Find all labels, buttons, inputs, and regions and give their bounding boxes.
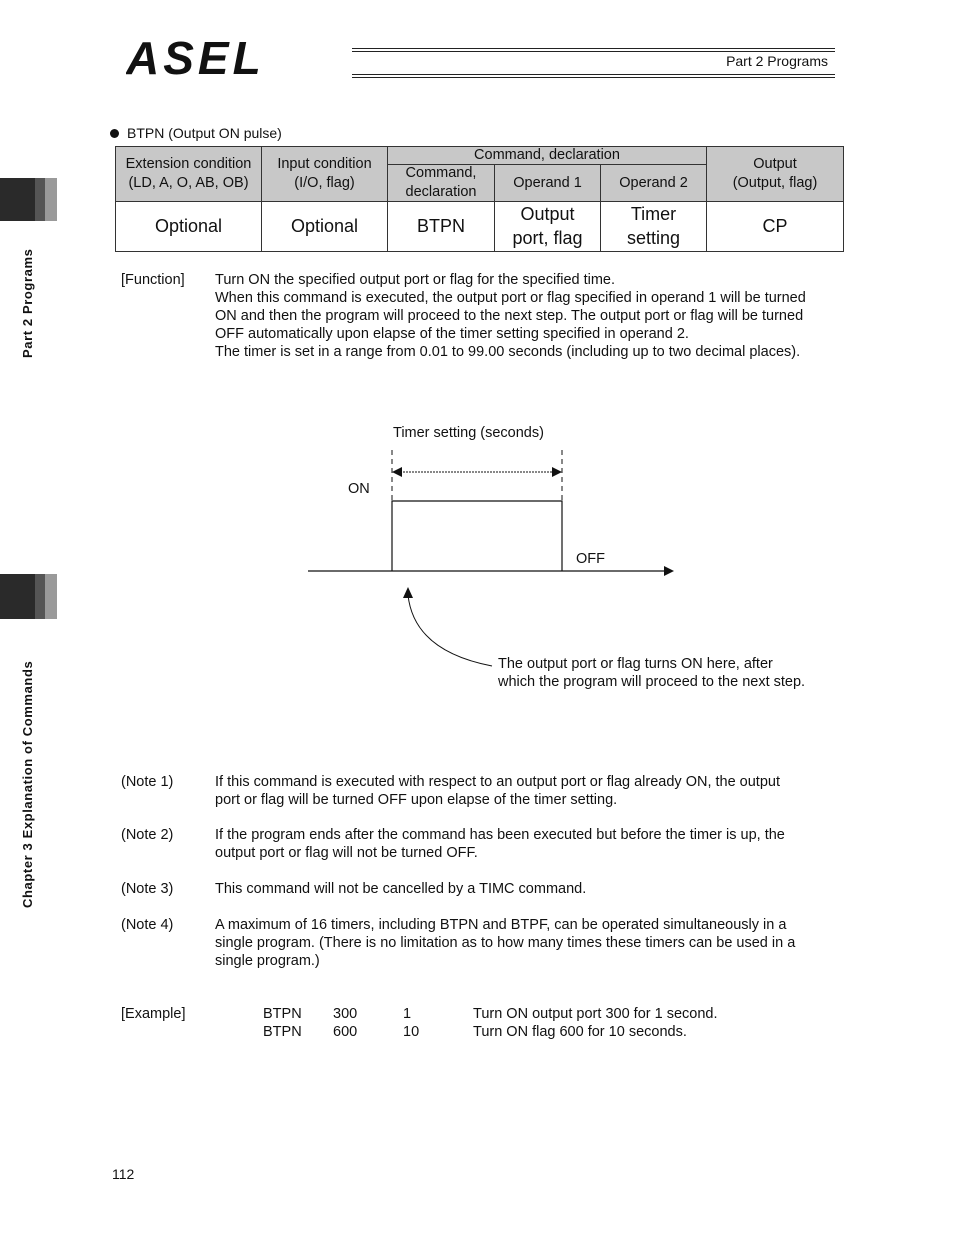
asel-logo	[126, 34, 350, 80]
td-command: BTPN	[387, 201, 495, 252]
command-spec-table	[115, 146, 844, 252]
td-input-condition: Optional	[261, 201, 388, 252]
note-line: This command will not be cancelled by a TIMC command.	[215, 881, 587, 897]
td-operand-2: Timer setting	[600, 201, 707, 252]
note-1-label: (Note 1)	[121, 774, 174, 790]
note-3-label: (Note 3)	[121, 881, 174, 897]
note-3-body	[215, 880, 855, 898]
example-1-operand-2: 1	[403, 1006, 412, 1022]
th-input-condition: Input condition (I/O, flag)	[261, 146, 388, 202]
asel-logo-graphic	[126, 34, 350, 80]
th-operand-2: Operand 2	[600, 164, 707, 202]
example-label: [Example]	[121, 1006, 186, 1022]
asel-logo-text: ASEL	[126, 34, 265, 80]
example-1-command: BTPN	[263, 1006, 302, 1022]
example-2-operand-1: 600	[333, 1024, 358, 1040]
callout-arrowhead	[403, 587, 413, 598]
note-line: A maximum of 16 timers, including BTPN and BTPF, can be operated simultaneously in a	[215, 917, 787, 933]
header-rule-bottom	[352, 74, 835, 75]
function-line: The timer is set in a range from 0.01 to 99.00 seconds (including up to two decimal places).	[215, 344, 801, 360]
side-tab-upper	[0, 178, 57, 221]
example-2-command: BTPN	[263, 1024, 302, 1040]
example-1-operand-1: 300	[333, 1006, 358, 1022]
side-label-chapter: Chapter 3 Explanation of Commands	[20, 660, 35, 908]
note-4-label: (Note 4)	[121, 917, 174, 933]
note-line: output port or flag will not be turned OFF.	[215, 845, 478, 861]
note-line: If the program ends after the command has been executed but before the timer is up, the	[215, 827, 785, 843]
callout-line-text: The output port or flag turns ON here, after	[498, 656, 773, 672]
example-1-comment: Turn ON output port 300 for 1 second.	[473, 1006, 718, 1022]
timing-diagram	[300, 420, 860, 720]
dimension-arrow-right	[552, 467, 562, 477]
header-rule-top-2	[352, 51, 835, 52]
th-operand-1: Operand 1	[494, 164, 601, 202]
header-section-title: Part 2 Programs	[726, 53, 828, 69]
on-pulse	[392, 501, 562, 571]
note-2-body	[215, 826, 855, 862]
bullet-icon	[110, 129, 119, 138]
note-line: If this command is executed with respect to an output port or flag already ON, the output	[215, 774, 780, 790]
command-title-text: BTPN (Output ON pulse)	[127, 125, 282, 141]
note-4-body	[215, 916, 855, 970]
time-axis-arrowhead	[664, 566, 674, 576]
th-extension-condition: Extension condition (LD, A, O, AB, OB)	[115, 146, 262, 202]
td-extension-condition: Optional	[115, 201, 262, 252]
callout-line	[408, 595, 492, 666]
td-operand-1: Output port, flag	[494, 201, 601, 252]
note-line: port or flag will be turned OFF upon elapse of the timer setting.	[215, 792, 618, 808]
header-rule-bottom-2	[352, 77, 835, 78]
dimension-arrow-left	[392, 467, 402, 477]
function-line: OFF automatically upon elapse of the timer setting specified in operand 2.	[215, 326, 689, 342]
note-line: single program. (There is no limitation as to how many times these timers can be used in a	[215, 935, 796, 951]
command-title	[110, 125, 282, 141]
example-2-operand-2: 10	[403, 1024, 420, 1040]
function-line: ON and then the program will proceed to the next step. The output port or flag will be turned	[215, 308, 804, 324]
function-label: [Function]	[121, 272, 185, 288]
th-command-group: Command, declaration	[387, 146, 707, 165]
note-2-label: (Note 2)	[121, 827, 174, 843]
th-output: Output (Output, flag)	[706, 146, 844, 202]
function-line: When this command is executed, the output port or flag specified in operand 1 will be turned	[215, 290, 806, 306]
timer-setting-label: Timer setting (seconds)	[393, 425, 544, 441]
function-body	[215, 271, 855, 361]
td-output: CP	[706, 201, 844, 252]
side-tab-lower	[0, 574, 57, 619]
function-line: Turn ON the specified output port or flag for the specified time.	[215, 272, 616, 288]
note-line: single program.)	[215, 953, 320, 969]
on-label: ON	[348, 481, 370, 497]
page-number: 112	[112, 1166, 135, 1182]
off-label: OFF	[576, 551, 605, 567]
note-1-body	[215, 773, 855, 809]
th-command-declaration: Command, declaration	[387, 164, 495, 202]
example-2-comment: Turn ON flag 600 for 10 seconds.	[473, 1024, 687, 1040]
callout-text	[498, 655, 805, 691]
callout-line-text: which the program will proceed to the next step.	[498, 674, 806, 690]
header-rule-top	[352, 48, 835, 49]
side-label-part: Part 2 Programs	[20, 248, 35, 358]
